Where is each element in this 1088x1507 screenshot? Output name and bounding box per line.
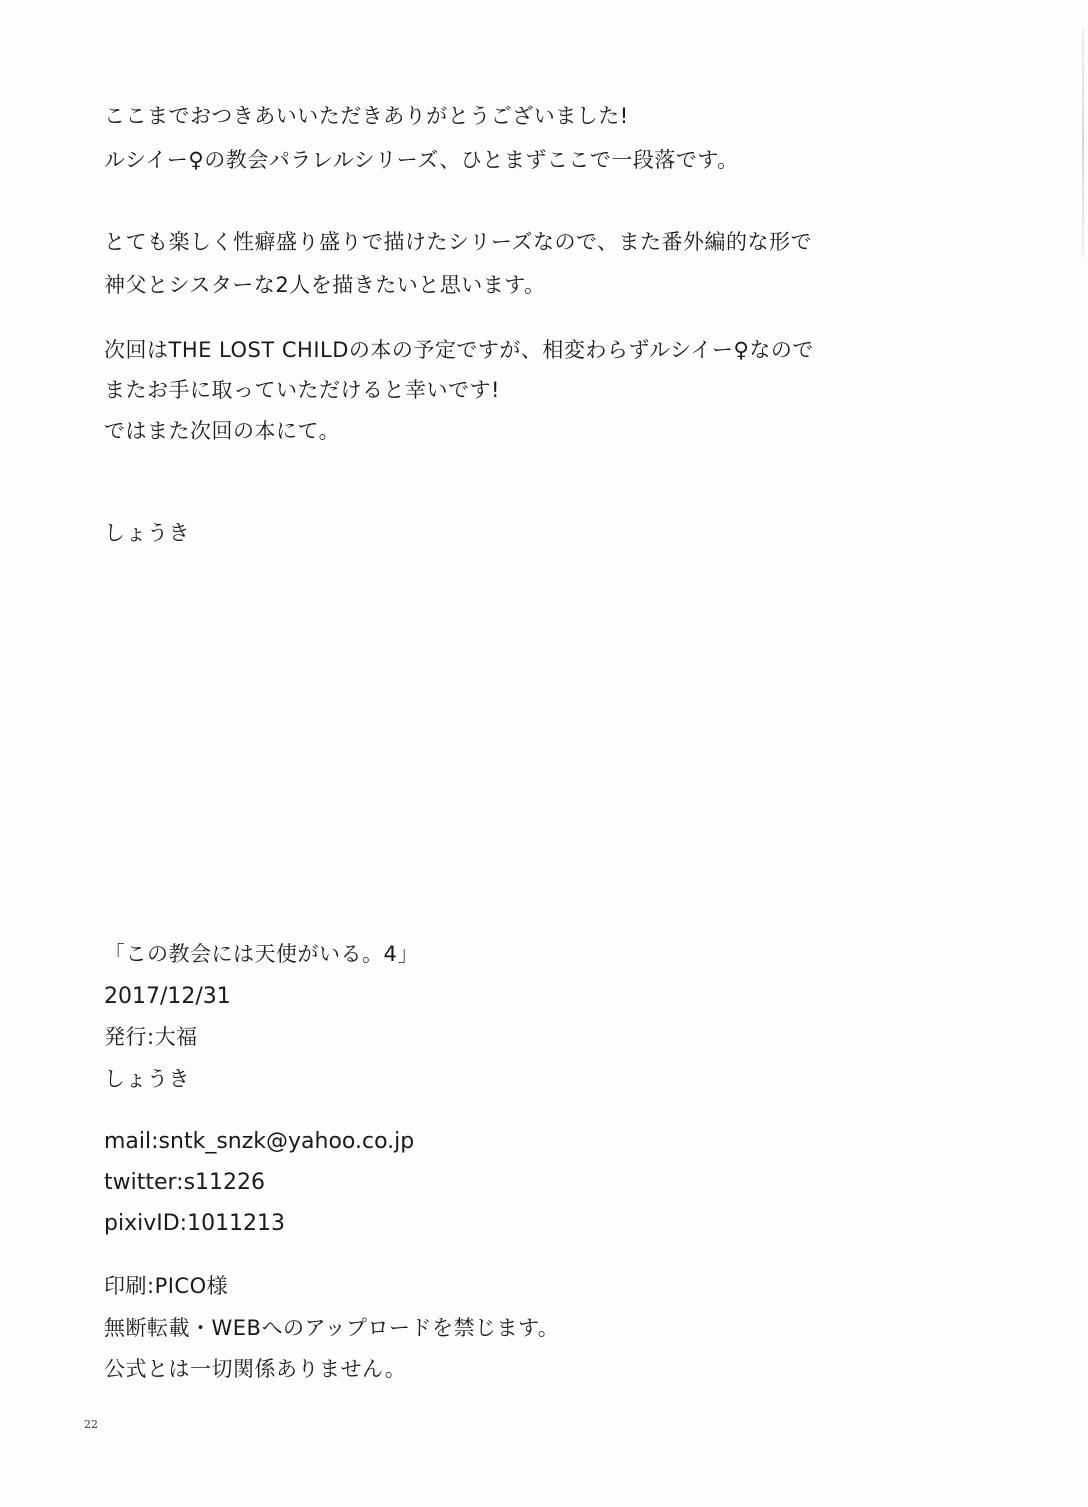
colophon-title: 「この教会には天使がいる。4」 xyxy=(104,942,419,966)
colophon-notice-official: 公式とは一切関係ありません。 xyxy=(104,1357,407,1381)
afterword-signature: しょうき xyxy=(104,521,190,545)
colophon-printer: 印刷:PICO様 xyxy=(104,1274,229,1298)
colophon-author: しょうき xyxy=(104,1067,190,1091)
afterword-line: 次回はTHE LOST CHILDの本の予定ですが、相変わらずルシイー♀なので xyxy=(104,338,814,362)
colophon-date: 2017/12/31 xyxy=(104,984,231,1009)
page-number: 22 xyxy=(84,1418,98,1431)
afterword-line: ルシイー♀の教会パラレルシリーズ、ひとまずここで一段落です。 xyxy=(104,148,739,172)
afterword-line: 神父とシスターな2人を描きたいと思います。 xyxy=(104,273,546,297)
colophon-publisher: 発行:大福 xyxy=(104,1025,198,1049)
colophon-twitter: twitter:s11226 xyxy=(104,1170,266,1195)
colophon-pixiv: pixivID:1011213 xyxy=(104,1211,286,1236)
scan-edge-shadow xyxy=(1082,28,1084,258)
afterword-line: ここまでおつきあいいただきありがとうございました! xyxy=(104,104,629,128)
colophon-notice-reprint: 無断転載・WEBへのアップロードを禁じます。 xyxy=(104,1316,560,1340)
colophon-mail: mail:sntk_snzk@yahoo.co.jp xyxy=(104,1129,415,1154)
afterword-line: またお手に取っていただけると幸いです! xyxy=(104,378,500,402)
afterword-line: ではまた次回の本にて。 xyxy=(104,419,341,443)
afterword-line: とても楽しく性癖盛り盛りで描けたシリーズなので、また番外編的な形で xyxy=(104,230,813,254)
